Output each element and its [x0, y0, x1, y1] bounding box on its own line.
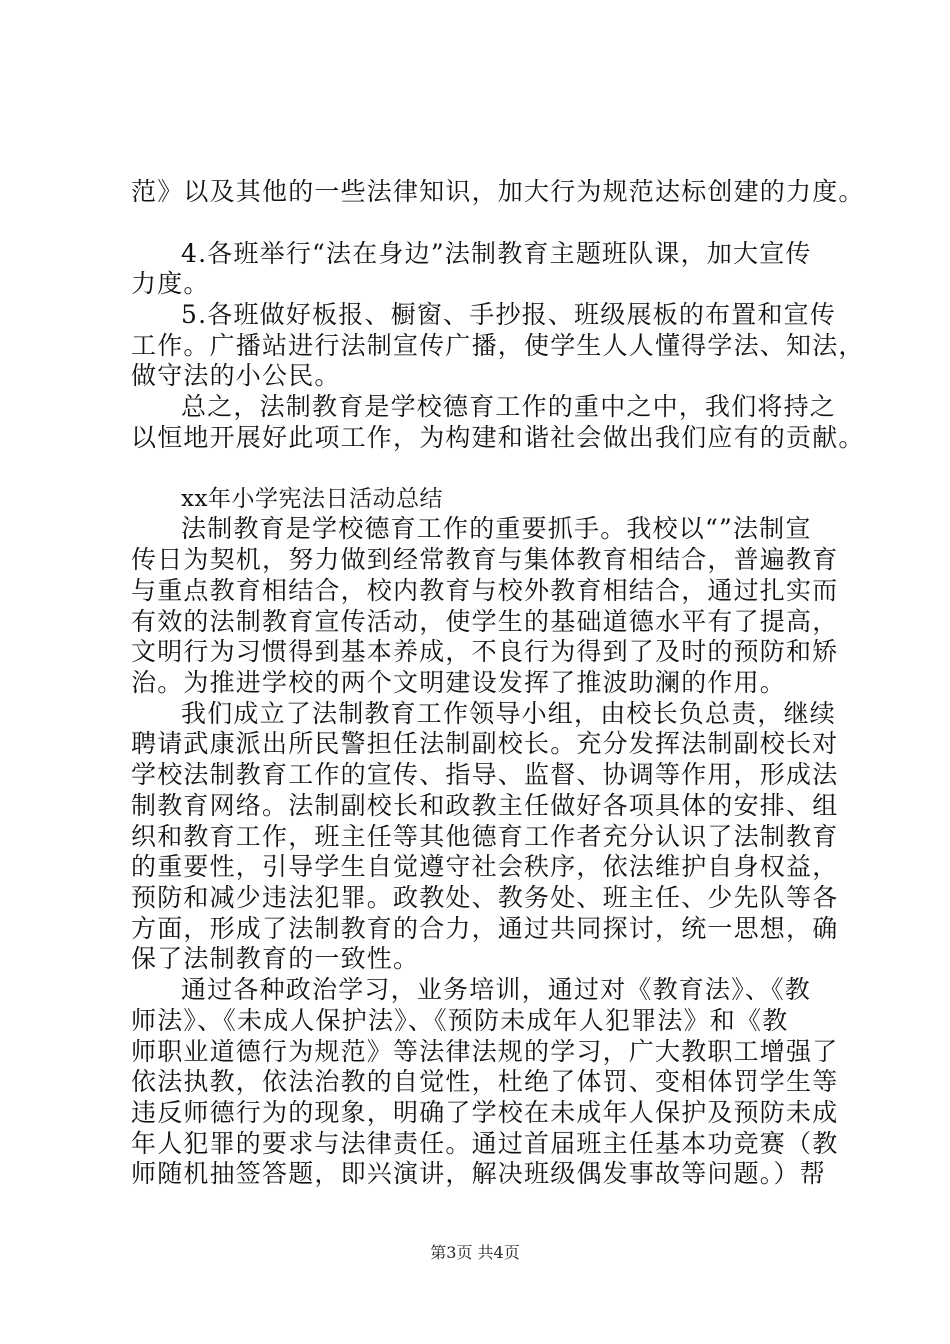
- paragraph-start: 通过各种政治学习，业务培训，通过对《教育法》、《教: [181, 975, 812, 1004]
- list-item-4: 4.各班举行“法在身边”法制教育主题班队课，加大宣传: [181, 239, 812, 268]
- text-line: 方面，形成了法制教育的合力，通过共同探讨，统一思想，确: [131, 914, 839, 943]
- text-line: 违反师德行为的现象，明确了学校在未成年人保护及预防未成: [131, 1098, 839, 1127]
- text-line: 范》以及其他的一些法律知识，加大行为规范达标创建的力度。: [131, 177, 865, 206]
- list-item-5: 5.各班做好板报、橱窗、手抄报、班级展板的布置和宣传: [181, 300, 837, 329]
- text-line: 预防和减少违法犯罪。政教处、教务处、班主任、少先队等各: [131, 883, 839, 912]
- text-line: 师随机抽签答题，即兴演讲，解决班级偶发事故等问题。）帮: [131, 1159, 826, 1188]
- text-line: 与重点教育相结合，校内教育与校外教育相结合，通过扎实而: [131, 576, 839, 605]
- text-line: 以恒地开展好此项工作，为构建和谐社会做出我们应有的贡献。: [131, 423, 865, 452]
- paragraph-start: 总之，法制教育是学校德育工作的重中之中，我们将持之: [181, 392, 837, 421]
- text-line: 力度。: [131, 269, 210, 298]
- text-line: 工作。广播站进行法制宣传广播，使学生人人懂得学法、知法，: [131, 331, 865, 360]
- text-line: 做守法的小公民。: [131, 361, 341, 390]
- text-line: 制教育网络。法制副校长和政教主任做好各项具体的安排、组: [131, 791, 839, 820]
- text-line: 织和教育工作，班主任等其他德育工作者充分认识了法制教育: [131, 822, 839, 851]
- text-line: 师法》、《未成人保护法》、《预防未成年人犯罪法》和《教: [131, 1006, 789, 1035]
- text-line: 聘请武康派出所民警担任法制副校长。充分发挥法制副校长对: [131, 729, 839, 758]
- paragraph-start: 我们成立了法制教育工作领导小组，由校长负总责，继续: [181, 699, 837, 728]
- text-line: 依法执教，依法治教的自觉性，杜绝了体罚、变相体罚学生等: [131, 1067, 839, 1096]
- text-line: 治。为推进学校的两个文明建设发挥了推波助澜的作用。: [131, 668, 787, 697]
- text-line: 有效的法制教育宣传活动，使学生的基础道德水平有了提高，: [131, 607, 839, 636]
- text-line: 保了法制教育的一致性。: [131, 944, 420, 973]
- section-heading: xx年小学宪法日活动总结: [181, 486, 443, 512]
- text-line: 文明行为习惯得到基本养成，不良行为得到了及时的预防和矫: [131, 637, 839, 666]
- paragraph-start: 法制教育是学校德育工作的重要抓手。我校以“”法制宣: [181, 514, 812, 543]
- text-line: 学校法制教育工作的宣传、指导、监督、协调等作用，形成法: [131, 760, 839, 789]
- text-line: 传日为契机，努力做到经常教育与集体教育相结合，普遍教育: [131, 545, 839, 574]
- text-line: 的重要性，引导学生自觉遵守社会秩序，依法维护自身权益，: [131, 852, 839, 881]
- page-footer: 第3页 共4页: [430, 1243, 520, 1262]
- text-line: 年人犯罪的要求与法律责任。通过首届班主任基本功竞赛（教: [131, 1129, 839, 1158]
- text-line: 师职业道德行为规范》等法律法规的学习，广大教职工增强了: [131, 1037, 839, 1066]
